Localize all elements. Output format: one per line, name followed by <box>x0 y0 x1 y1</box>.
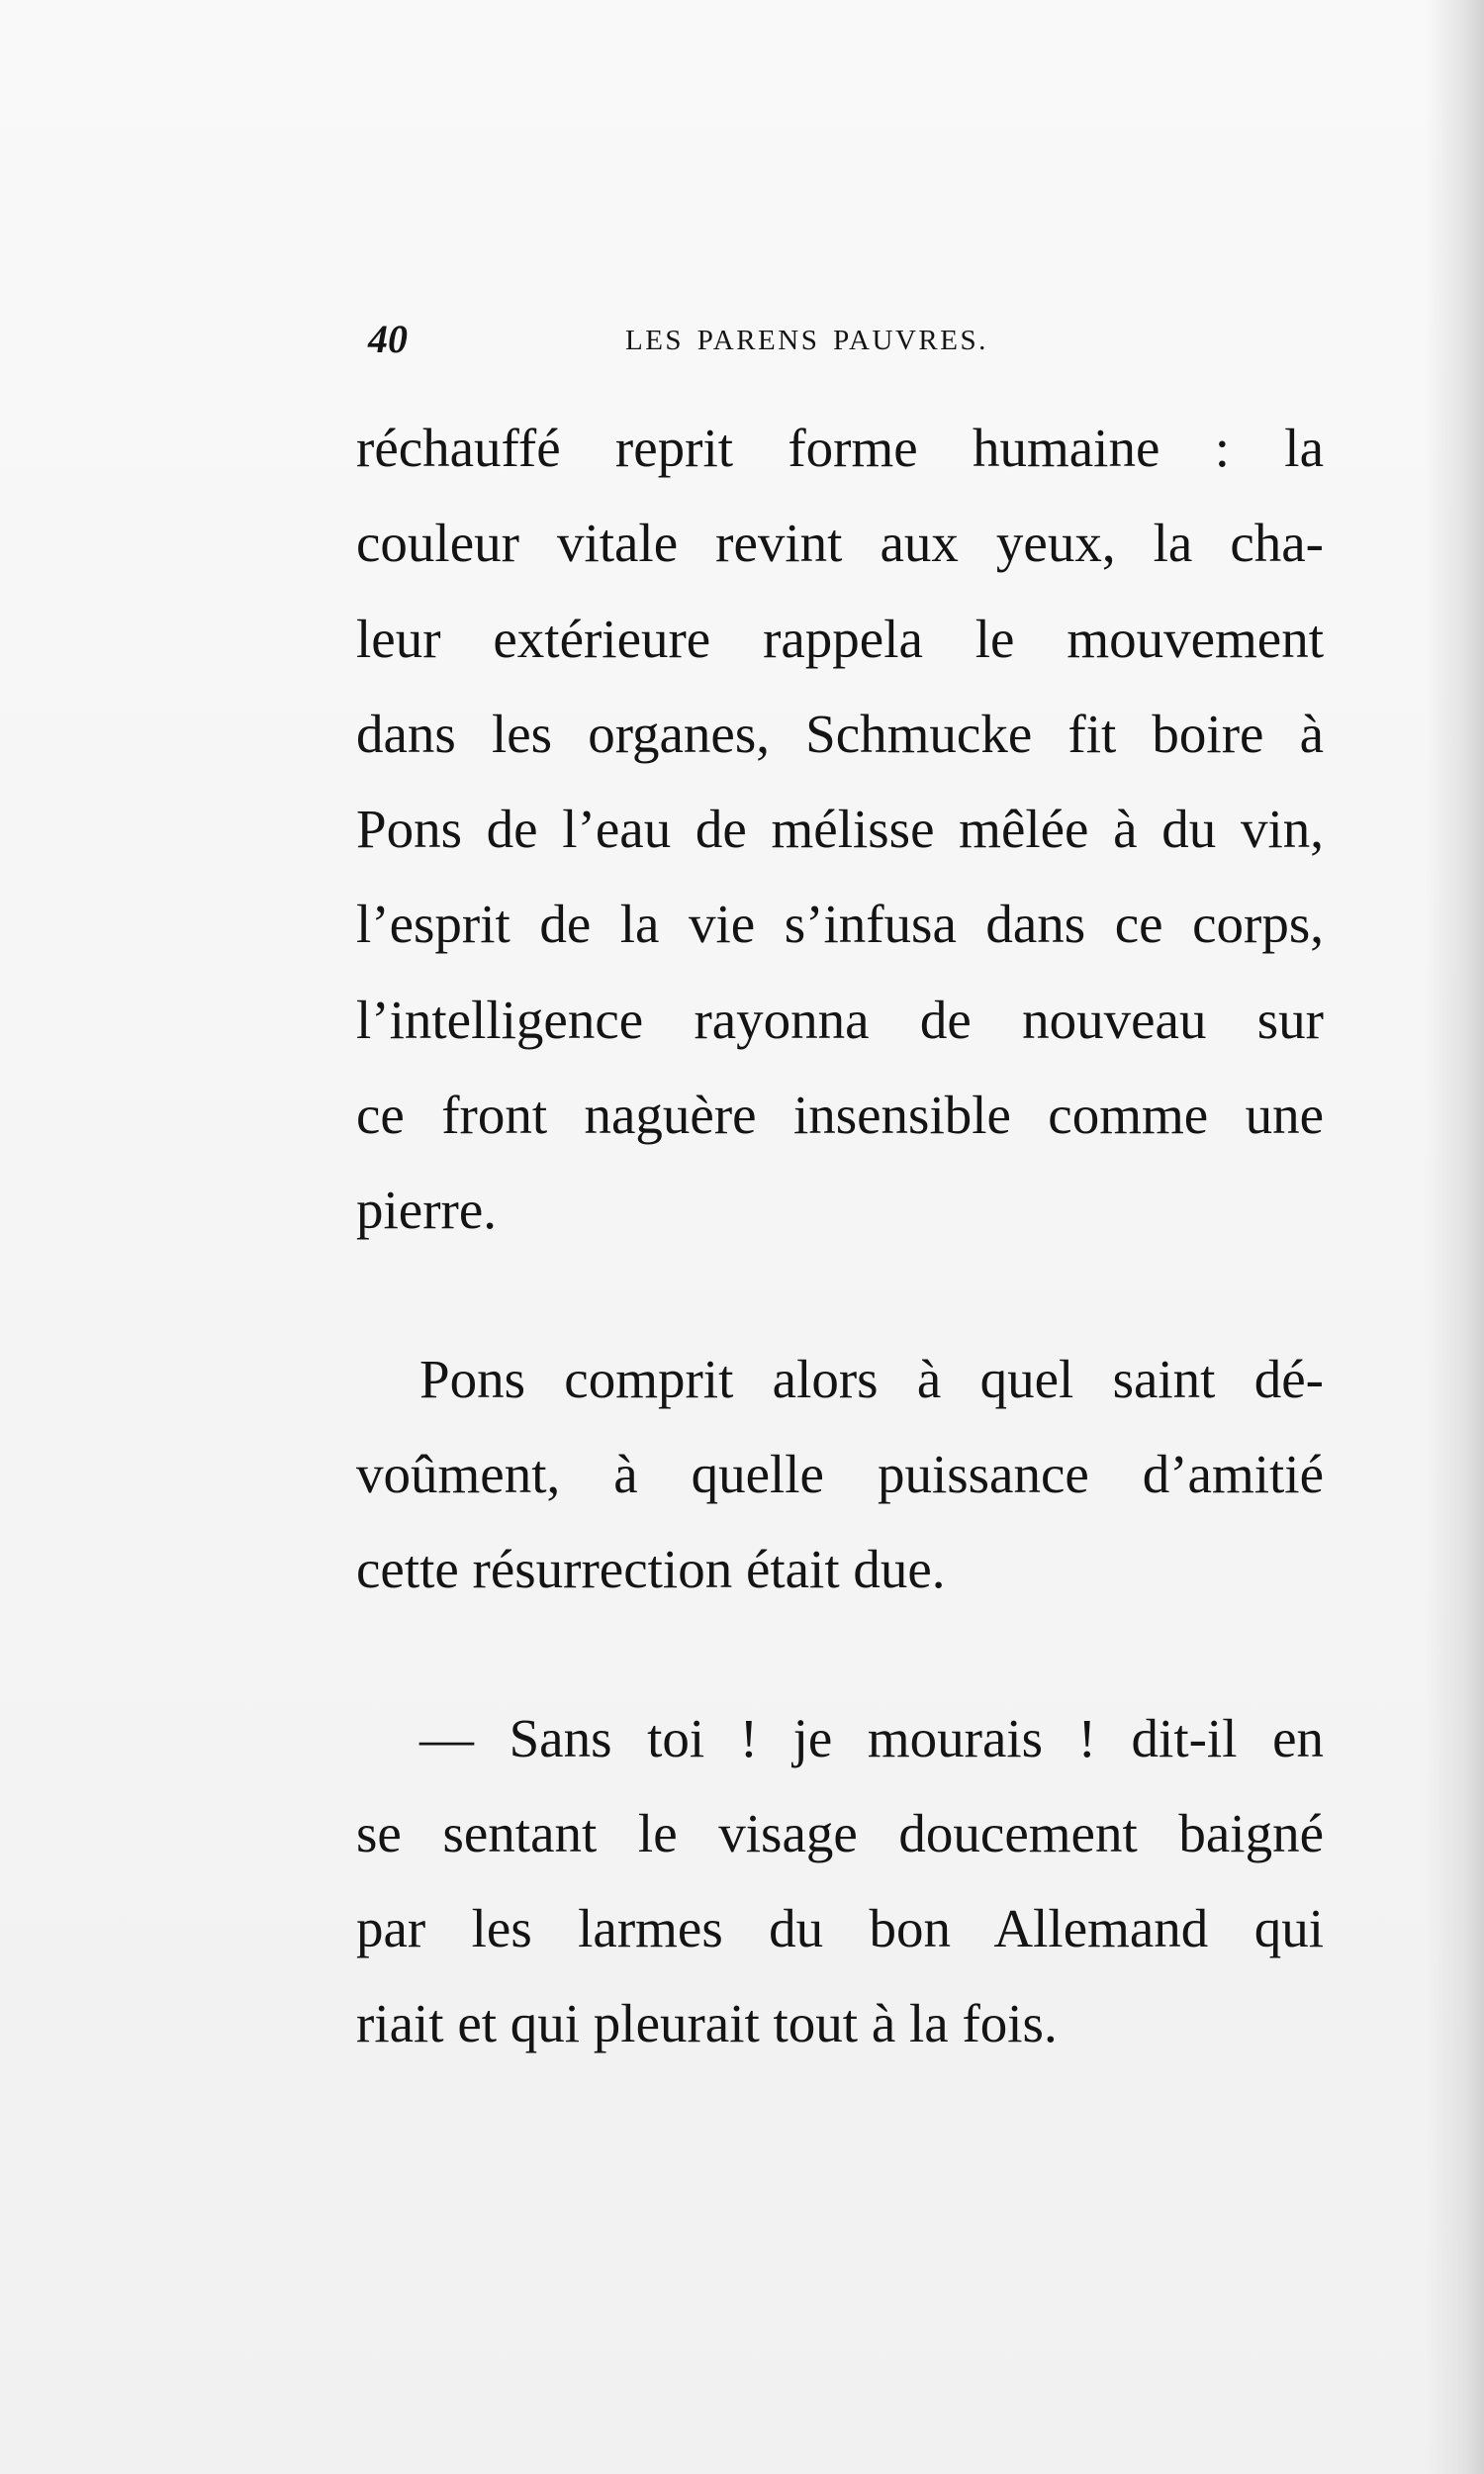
paragraph-spacer <box>356 1618 1324 1691</box>
running-title: LES PARENS PAUVRES. <box>625 325 988 356</box>
text-line: l’esprit de la vie s’infusa dans ce corps, <box>356 894 1324 955</box>
paragraph-spacer <box>356 1259 1324 1332</box>
paragraph-1 <box>356 401 1324 1259</box>
text-line: Pons de l’eau de mélisse mêlée à du vin, <box>356 799 1324 860</box>
text-line: couleur vitale revint aux yeux, la cha- <box>356 513 1324 574</box>
paragraph-2 <box>356 1332 1324 1618</box>
page-number: 40 <box>368 317 408 361</box>
text-line: leur extérieure rappela le mouvement <box>356 608 1324 669</box>
page-header <box>360 315 1104 364</box>
text-line: par les larmes du bon Allemand qui <box>356 1898 1324 1959</box>
text-line: ce front naguère insensible comme une <box>356 1085 1324 1146</box>
body-text <box>356 401 1324 2072</box>
text-line: l’intelligence rayonna de nouveau sur <box>356 989 1324 1050</box>
text-line: riait et qui pleurait tout à la fois. <box>356 1993 1058 2054</box>
text-line: voûment, à quelle puissance d’amitié <box>356 1443 1324 1504</box>
text-line: pierre. <box>356 1180 497 1241</box>
text-line: se sentant le visage doucement baigné <box>356 1802 1324 1863</box>
text-line: — Sans toi ! je mourais ! dit-il en <box>419 1707 1324 1768</box>
text-line: cette résurrection était due. <box>356 1539 946 1600</box>
text-line: réchauffé reprit forme humaine : la <box>356 418 1324 478</box>
text-line: Pons comprit alors à quel saint dé- <box>419 1348 1324 1409</box>
paragraph-3 <box>356 1691 1324 2072</box>
text-line: dans les organes, Schmucke fit boire à <box>356 703 1324 764</box>
